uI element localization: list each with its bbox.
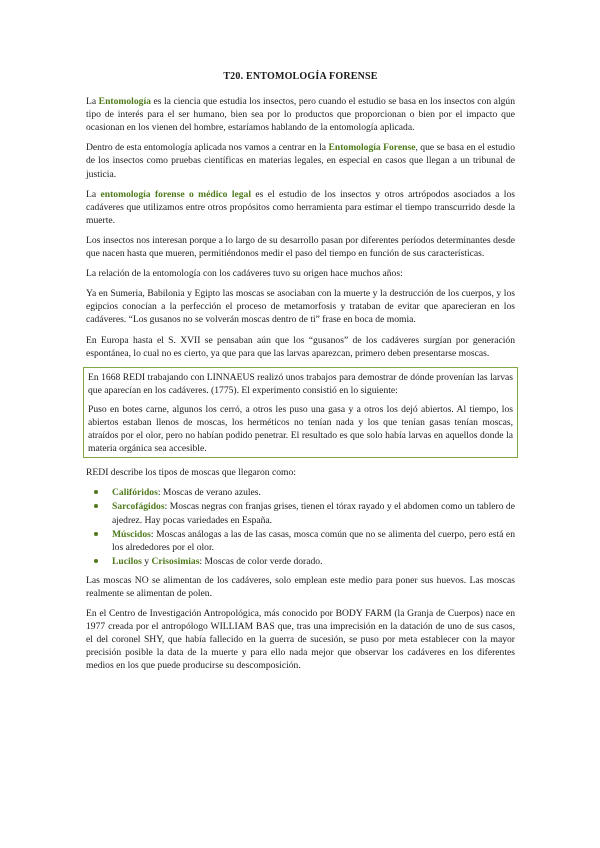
bullet-icon bbox=[94, 532, 98, 536]
paragraph-relacion: La relación de la entomología con los cadáveres tuvo su origen hace muchos años: bbox=[86, 268, 403, 280]
paragraph-redi: En 1668 REDI trabajando con LINNAEUS realizó unos trabajos para demostrar de dónde provenían las larvas que aparecían en los cadáveres. (1775). El experimento consistió en lo siguiente: bbox=[88, 371, 513, 396]
paragraph-entomologia-forense bbox=[86, 141, 515, 180]
paragraph-sumeria: Ya en Sumeria, Babilonia y Egipto las moscas se asociaban con la muerte y la destrucción de los cuerpos, y los egipcios conocían a la perfección el proceso de metamorfosis y trataban de evitar que aparecieran en los cadáveres. “Los gusanos no se volverán moscas dentro de ti” frase en boca de momia. bbox=[86, 288, 515, 326]
text: es el estudio de los insectos y otros artrópodos asociados a los cadáveres que utilizamos entre otros propósitos como herramienta para estimar el tiempo transcurrido desde la muerte. bbox=[86, 188, 515, 226]
paragraph-europa: En Europa hasta el S. XVII se pensaban aún que los “gusanos” de los cadáveres surgían por generación espontánea, lo cual no es cierto, ya que para que las larvas aparezcan, primero deben presentarse moscas. bbox=[86, 334, 515, 359]
fly-name: Califóridos bbox=[112, 487, 158, 499]
highlight-term: Entomología bbox=[98, 96, 151, 108]
fly-name: Lucilos bbox=[112, 555, 142, 567]
list-item bbox=[112, 486, 515, 499]
paragraph-alimentacion: Las moscas NO se alimentan de los cadáveres, solo emplean este medio para poner sus huevos. Las moscas realmente se alimentan de polen. bbox=[86, 574, 515, 599]
bullet-icon bbox=[94, 559, 98, 563]
document-page bbox=[86, 70, 515, 680]
list-item bbox=[112, 528, 515, 554]
fly-types-list bbox=[86, 486, 515, 568]
redi-experiment-box bbox=[83, 367, 518, 459]
text: La bbox=[86, 96, 99, 108]
fly-name: Sarcofágidos bbox=[112, 501, 165, 513]
paragraph-experimento: Puso en botes carne, algunos los cerró, a otros les puso una gasa y a otros los dejó abiertos. Al tiempo, los abiertos estaban llenos de moscas, los herméticos no tenían nada y los que tenían gasas tenían moscas, atraídos por el olor, pero no habían podido penetrar. El resultado es que solo había larvas en aquellos donde la materia orgánica sea accesible. bbox=[88, 403, 513, 455]
fly-name: Crisosimias bbox=[151, 555, 200, 567]
highlight-term: Entomología Forense bbox=[328, 142, 416, 154]
paragraph-medico-legal bbox=[86, 188, 515, 227]
text: Dentro de esta entomología aplicada nos vamos a centrar en la bbox=[86, 142, 329, 154]
list-item bbox=[112, 500, 515, 526]
document-title: T20. ENTOMOLOGÍA FORENSE bbox=[223, 71, 378, 82]
bullet-icon bbox=[94, 490, 98, 494]
fly-description: : Moscas análogas a las de las casas, mosca común que no se alimenta del cuerpo, pero está en los alrededores por el olor. bbox=[112, 528, 515, 553]
text: y bbox=[141, 555, 152, 567]
paragraph-entomologia bbox=[86, 95, 515, 134]
text: La bbox=[86, 188, 101, 200]
highlight-term: entomología forense o médico legal bbox=[100, 188, 252, 200]
fly-name: Múscidos bbox=[112, 528, 151, 540]
text: , que se basa en el estudio de los insectos como pruebas científicas en materias legales, en especial en casos que llegan a un tribunal de justicia. bbox=[86, 142, 516, 180]
fly-description: : Moscas de verano azules. bbox=[157, 487, 261, 499]
fly-description: : Moscas de color verde dorado. bbox=[199, 555, 323, 567]
paragraph-insectos: Los insectos nos interesan porque a lo largo de su desarrollo pasan por diferentes períodos determinantes desde que nacen hasta que mueren, permitiéndonos medir el paso del tiempo en función de sus características. bbox=[86, 234, 515, 260]
text: es la ciencia que estudia los insectos, pero cuando el estudio se basa en los insectos con algún tipo de interés para el ser humano, bien sea por lo productos que proporcionan o bien por el impacto que ocasionan en los vienen del hombre, estaríamos hablando de la entomología aplicada. bbox=[86, 96, 515, 134]
paragraph-body-farm: En el Centro de Investigación Antropológica, más conocido por BODY FARM (la Granja de Cuerpos) nace en 1977 creada por el antropólogo WILLIAM BAS que, tras una imprecisión en la datación de uno de sus casos, el del coronel SHY, que había fallecido en la guerra de sucesión, se puso por meta establecer con la mayor precisión posible la data de la muerte y para ello nada mejor que observar los cadáveres en los diferentes medios en los que puede producirse su descomposición. bbox=[86, 608, 515, 672]
fly-description: : Moscas negras con franjas grises, tienen el tórax rayado y el abdomen como un tablero de ajedrez. Hay pocas variedades en España. bbox=[112, 501, 515, 526]
paragraph-tipos-moscas: REDI describe los tipos de moscas que llegaron como: bbox=[86, 467, 296, 479]
list-item bbox=[112, 555, 515, 568]
bullet-icon bbox=[94, 504, 98, 508]
